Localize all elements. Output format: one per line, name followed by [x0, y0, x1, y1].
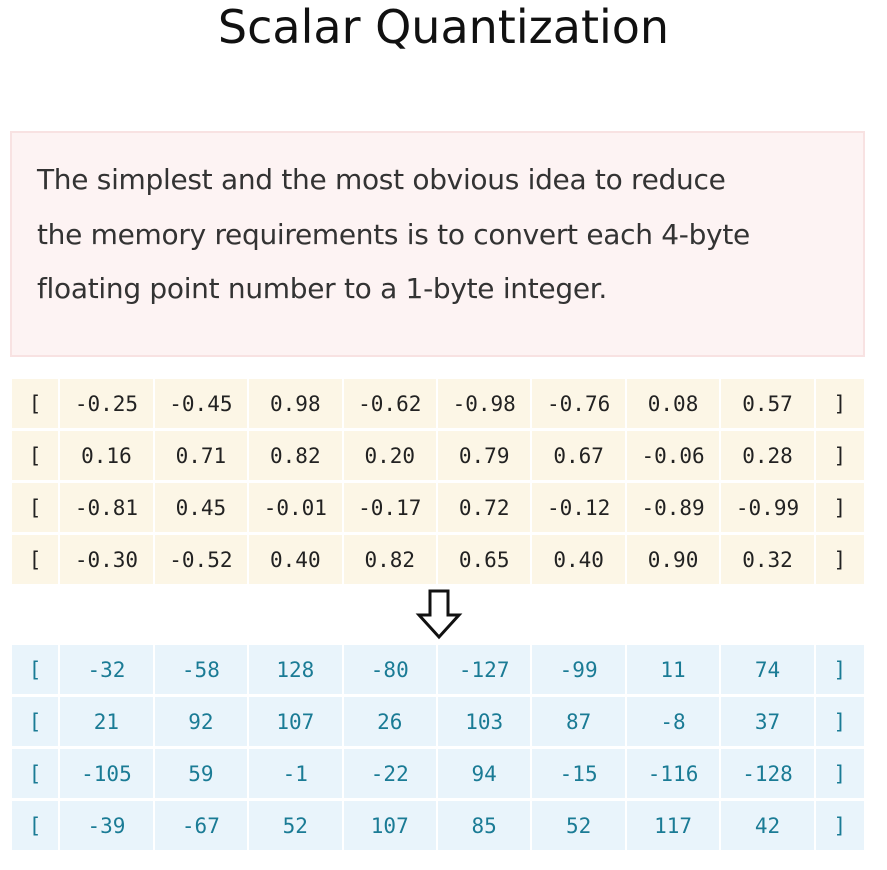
matrix-cell: -80 — [344, 645, 438, 697]
matrix-cell: 74 — [721, 645, 815, 697]
matrix-cell: -1 — [249, 749, 343, 801]
matrix-cell: 0.65 — [438, 535, 532, 584]
matrix-cell: -22 — [344, 749, 438, 801]
matrix-cell: 0.98 — [249, 379, 343, 431]
matrix-row — [12, 749, 864, 801]
open-bracket: [ — [12, 801, 60, 850]
close-bracket: ] — [816, 645, 864, 697]
explanation-callout — [10, 131, 865, 357]
open-bracket: [ — [12, 483, 60, 535]
int-matrix — [12, 645, 864, 850]
matrix-row — [12, 379, 864, 431]
close-bracket: ] — [816, 697, 864, 749]
matrix-cell: 0.45 — [155, 483, 249, 535]
matrix-cell: 0.32 — [721, 535, 815, 584]
matrix-cell: 52 — [249, 801, 343, 850]
matrix-cell: -128 — [721, 749, 815, 801]
matrix-cell: 107 — [344, 801, 438, 850]
matrix-row — [12, 535, 864, 584]
matrix-row — [12, 483, 864, 535]
callout-line: The simplest and the most obvious idea to reduce — [37, 163, 726, 196]
open-bracket: [ — [12, 431, 60, 483]
close-bracket: ] — [816, 483, 864, 535]
matrix-cell: -127 — [438, 645, 532, 697]
float-matrix — [12, 379, 864, 584]
matrix-cell: 107 — [249, 697, 343, 749]
matrix-cell: 117 — [627, 801, 721, 850]
matrix-cell: -32 — [60, 645, 154, 697]
matrix-cell: 11 — [627, 645, 721, 697]
matrix-cell: 37 — [721, 697, 815, 749]
matrix-cell: -0.62 — [344, 379, 438, 431]
open-bracket: [ — [12, 645, 60, 697]
matrix-cell: -0.52 — [155, 535, 249, 584]
matrix-cell: -0.12 — [532, 483, 626, 535]
matrix-cell: 0.82 — [249, 431, 343, 483]
matrix-cell: 52 — [532, 801, 626, 850]
matrix-cell: 0.82 — [344, 535, 438, 584]
matrix-cell: 0.90 — [627, 535, 721, 584]
matrix-cell: 0.20 — [344, 431, 438, 483]
matrix-cell: -39 — [60, 801, 154, 850]
matrix-cell: 0.28 — [721, 431, 815, 483]
down-arrow-icon — [415, 588, 463, 640]
matrix-cell: 42 — [721, 801, 815, 850]
callout-line: floating point number to a 1-byte integer. — [37, 272, 608, 305]
callout-line: the memory requirements is to convert each 4-byte — [37, 217, 750, 251]
close-bracket: ] — [816, 431, 864, 483]
matrix-row — [12, 645, 864, 697]
matrix-row — [12, 431, 864, 483]
matrix-cell: 0.72 — [438, 483, 532, 535]
close-bracket: ] — [816, 749, 864, 801]
matrix-row — [12, 801, 864, 850]
matrix-cell: 87 — [532, 697, 626, 749]
matrix-cell: 0.79 — [438, 431, 532, 483]
open-bracket: [ — [12, 535, 60, 584]
matrix-cell: -58 — [155, 645, 249, 697]
matrix-cell: 92 — [155, 697, 249, 749]
close-bracket: ] — [816, 801, 864, 850]
matrix-cell: 94 — [438, 749, 532, 801]
matrix-cell: -116 — [627, 749, 721, 801]
open-bracket: [ — [12, 697, 60, 749]
matrix-cell: 0.40 — [249, 535, 343, 584]
matrix-cell: -0.99 — [721, 483, 815, 535]
matrix-cell: 21 — [60, 697, 154, 749]
matrix-cell: -0.17 — [344, 483, 438, 535]
matrix-row — [12, 697, 864, 749]
matrix-cell: -0.25 — [60, 379, 154, 431]
matrix-cell: 103 — [438, 697, 532, 749]
matrix-cell: 0.40 — [532, 535, 626, 584]
matrix-cell: 128 — [249, 645, 343, 697]
matrix-cell: 0.16 — [60, 431, 154, 483]
matrix-cell: 26 — [344, 697, 438, 749]
matrix-cell: -105 — [60, 749, 154, 801]
matrix-cell: -67 — [155, 801, 249, 850]
matrix-cell: -0.89 — [627, 483, 721, 535]
matrix-cell: -0.98 — [438, 379, 532, 431]
page-title: Scalar Quantization — [217, 0, 670, 54]
matrix-cell: 0.71 — [155, 431, 249, 483]
close-bracket: ] — [816, 535, 864, 584]
close-bracket: ] — [816, 379, 864, 431]
matrix-cell: -0.45 — [155, 379, 249, 431]
matrix-cell: -99 — [532, 645, 626, 697]
open-bracket: [ — [12, 379, 60, 431]
matrix-cell: -0.81 — [60, 483, 154, 535]
matrix-cell: 85 — [438, 801, 532, 850]
matrix-cell: -8 — [627, 697, 721, 749]
matrix-cell: -0.30 — [60, 535, 154, 584]
matrix-cell: 59 — [155, 749, 249, 801]
matrix-cell: -0.06 — [627, 431, 721, 483]
matrix-cell: -15 — [532, 749, 626, 801]
matrix-cell: -0.76 — [532, 379, 626, 431]
matrix-cell: 0.57 — [721, 379, 815, 431]
matrix-cell: 0.08 — [627, 379, 721, 431]
matrix-cell: 0.67 — [532, 431, 626, 483]
open-bracket: [ — [12, 749, 60, 801]
matrix-cell: -0.01 — [249, 483, 343, 535]
